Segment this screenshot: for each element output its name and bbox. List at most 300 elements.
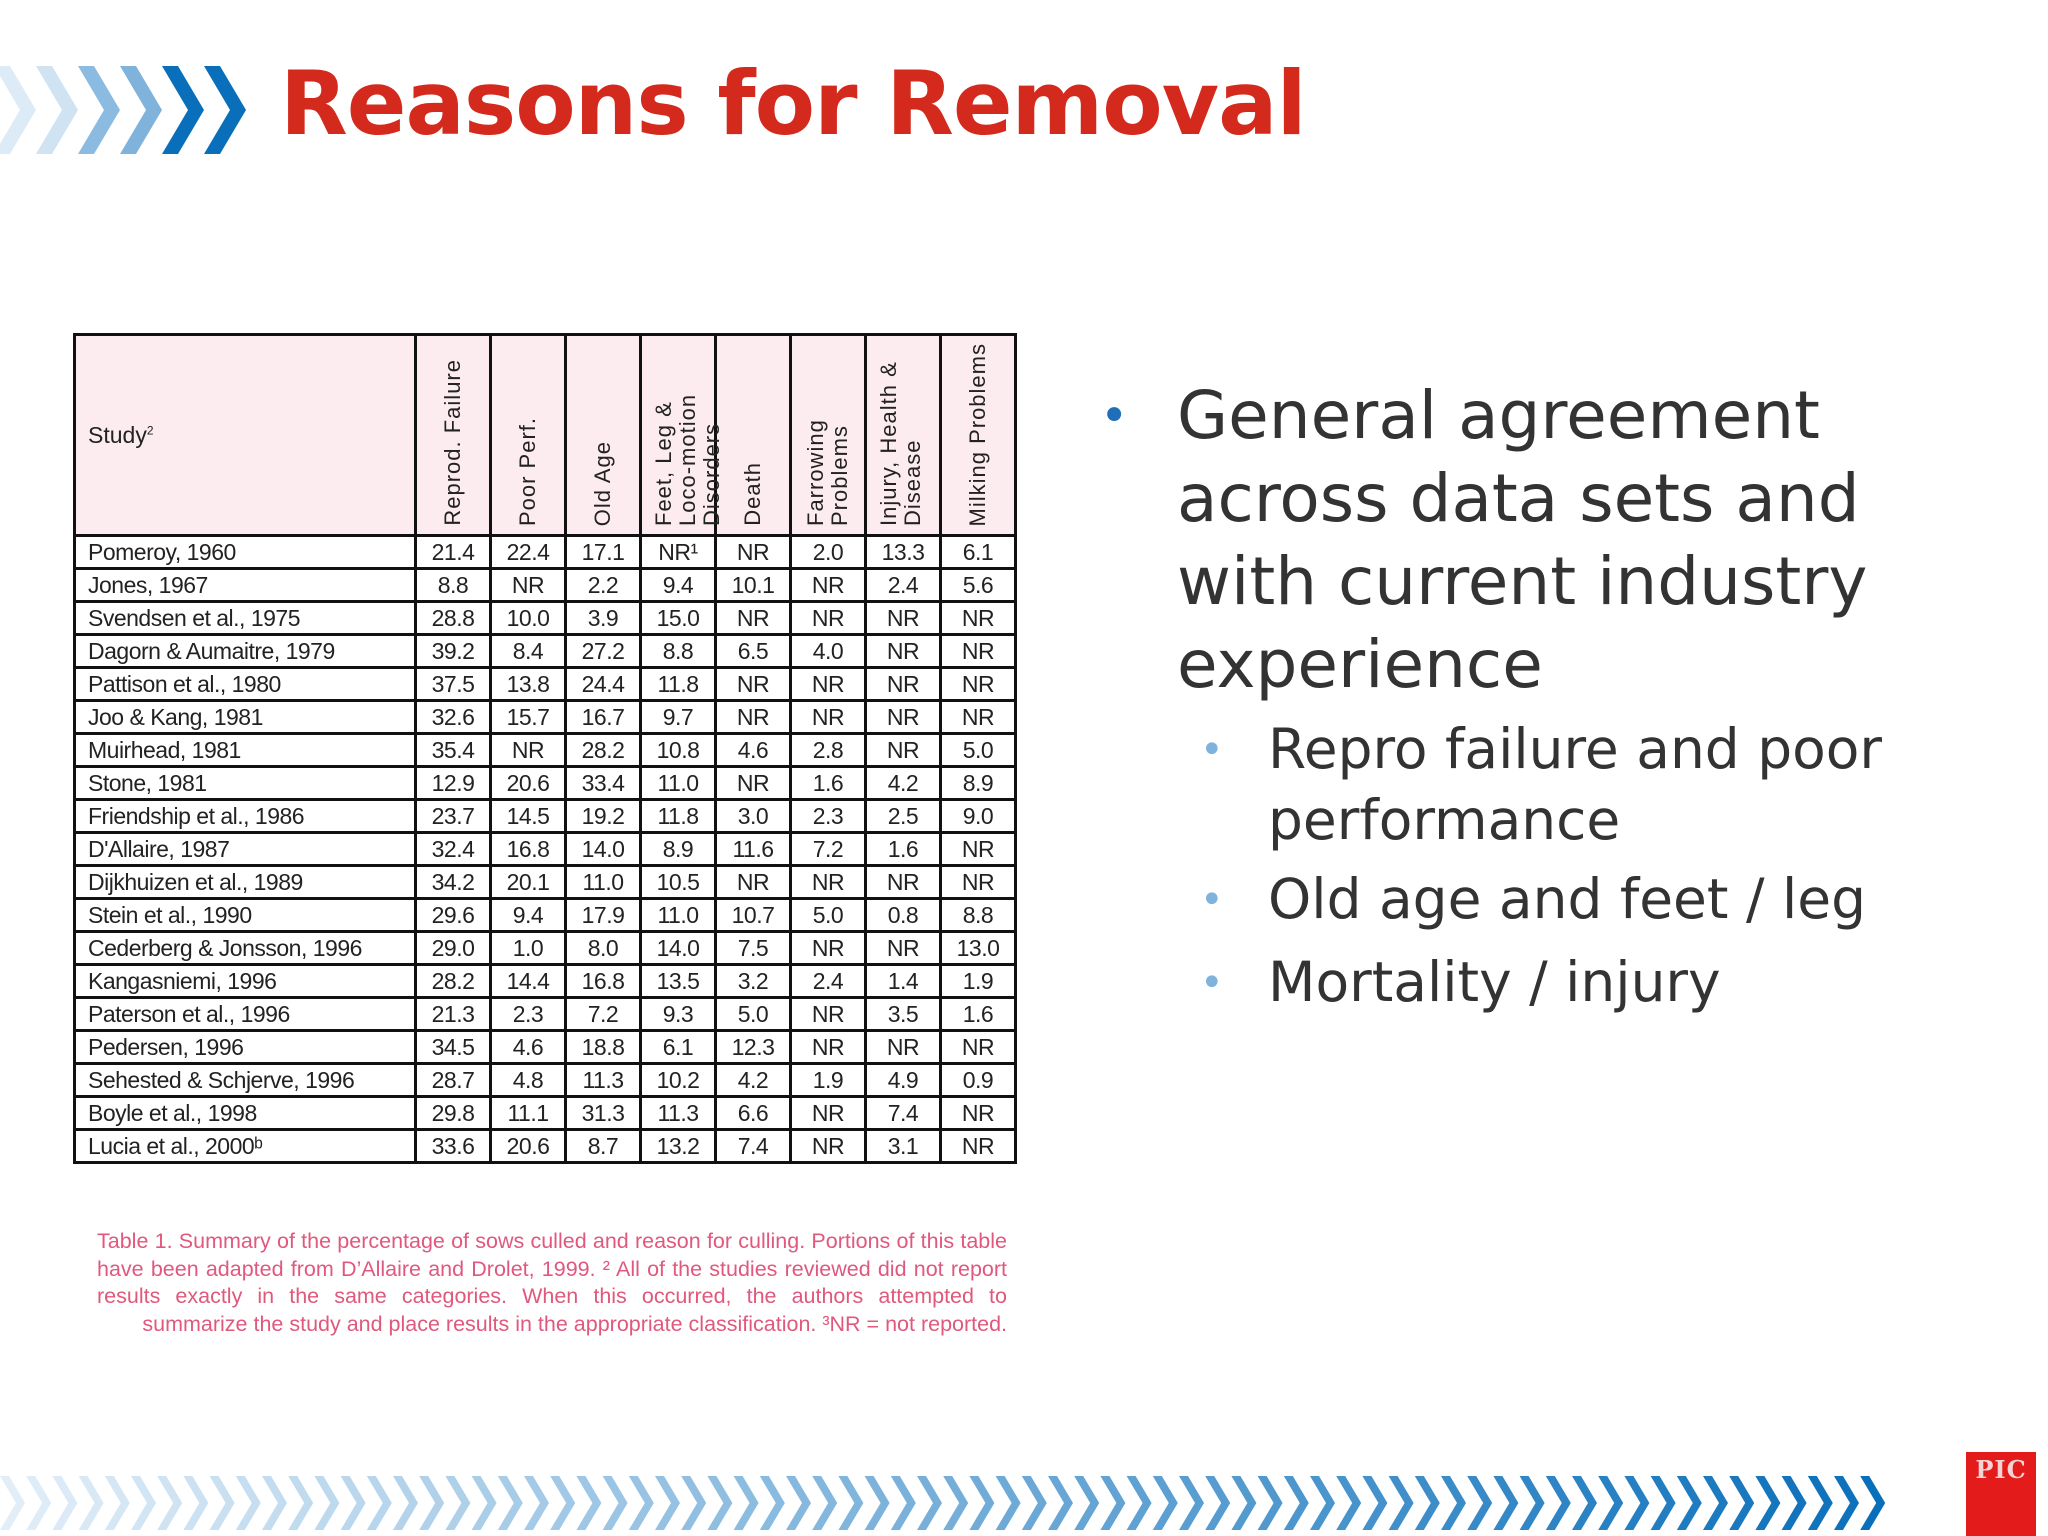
chevron-icon (1598, 1476, 1623, 1530)
value-cell: 10.0 (491, 602, 566, 635)
value-cell: 2.0 (791, 536, 866, 569)
value-cell: 2.8 (791, 734, 866, 767)
study-header (75, 335, 416, 536)
culling-table (73, 333, 1017, 1164)
value-cell: 39.2 (416, 635, 491, 668)
bullet-main: General agreement across data sets and with current industry experience (1177, 377, 1868, 703)
value-cell: NR (791, 668, 866, 701)
study-cell: Stein et al., 1990 (75, 899, 416, 932)
value-cell: 13.8 (491, 668, 566, 701)
column-header (941, 335, 1016, 536)
study-cell: Muirhead, 1981 (75, 734, 416, 767)
sub-bullet-icon: • (1200, 727, 1224, 773)
value-cell: NR (866, 866, 941, 899)
table-row (75, 965, 1016, 998)
value-cell: 12.9 (416, 767, 491, 800)
chevron-icon (120, 66, 162, 154)
value-cell: 37.5 (416, 668, 491, 701)
chevron-icon (52, 1476, 77, 1530)
value-cell: NR (941, 635, 1016, 668)
chevron-icon (26, 1476, 51, 1530)
chevron-icon (734, 1476, 759, 1530)
value-cell: NR (941, 1031, 1016, 1064)
chevron-icon (445, 1476, 470, 1530)
value-cell: NR (941, 866, 1016, 899)
chevron-icon (1834, 1476, 1859, 1530)
value-cell: NR (716, 866, 791, 899)
study-cell: Dijkhuizen et al., 1989 (75, 866, 416, 899)
chevron-icon (36, 66, 78, 154)
chevron-icon (1205, 1476, 1230, 1530)
chevron-icon (183, 1476, 208, 1530)
value-cell: 4.2 (716, 1064, 791, 1097)
chevron-icon (917, 1476, 942, 1530)
value-cell: 9.3 (641, 998, 716, 1031)
value-cell: 1.6 (866, 833, 941, 866)
column-header (416, 335, 491, 536)
chevron-icon (943, 1476, 968, 1530)
value-cell: 2.3 (491, 998, 566, 1031)
chevron-icon (1284, 1476, 1309, 1530)
chevron-icon (1729, 1476, 1754, 1530)
value-cell: NR (491, 569, 566, 602)
table-row (75, 569, 1016, 602)
table-row (75, 1097, 1016, 1130)
table-row (75, 833, 1016, 866)
chevron-icon (1258, 1476, 1283, 1530)
value-cell: 16.8 (566, 965, 641, 998)
value-cell: 14.0 (641, 932, 716, 965)
value-cell: 3.9 (566, 602, 641, 635)
value-cell: 14.0 (566, 833, 641, 866)
value-cell: 2.4 (866, 569, 941, 602)
value-cell: 6.1 (641, 1031, 716, 1064)
value-cell: NR (716, 668, 791, 701)
chevron-icon (1860, 1476, 1885, 1530)
table-row (75, 767, 1016, 800)
value-cell: 15.7 (491, 701, 566, 734)
value-cell: 5.0 (791, 899, 866, 932)
value-cell: NR (941, 668, 1016, 701)
study-cell: Svendsen et al., 1975 (75, 602, 416, 635)
chevron-icon (812, 1476, 837, 1530)
value-cell: 0.9 (941, 1064, 1016, 1097)
value-cell: NR (941, 833, 1016, 866)
value-cell: 8.0 (566, 932, 641, 965)
chevron-icon (1231, 1476, 1256, 1530)
value-cell: NR (866, 932, 941, 965)
chevron-icon (262, 1476, 287, 1530)
chevron-icon (1441, 1476, 1466, 1530)
chevron-icon (79, 1476, 104, 1530)
value-cell: 32.4 (416, 833, 491, 866)
sub-bullet-2: Old age and feet / leg (1268, 867, 1866, 931)
value-cell: NR (866, 701, 941, 734)
value-cell: 3.2 (716, 965, 791, 998)
study-cell: Kangasniemi, 1996 (75, 965, 416, 998)
value-cell: NR (866, 1031, 941, 1064)
sub-bullet-3: Mortality / injury (1268, 950, 1721, 1014)
value-cell: 9.4 (491, 899, 566, 932)
value-cell: 29.6 (416, 899, 491, 932)
value-cell: NR (791, 569, 866, 602)
value-cell: 10.2 (641, 1064, 716, 1097)
value-cell: 1.6 (791, 767, 866, 800)
chevron-icon (1677, 1476, 1702, 1530)
chevron-icon (1022, 1476, 1047, 1530)
table-caption: Table 1. Summary of the percentage of sows culled and reason for culling. Portions of this table have been adapted from D’Allaire and Drolet, 1999. ² All of the studies reviewed did not report results exactly in the same categories. When this occurred, the authors attempted to summarize the study and place results in the appropriate classification. ³NR = not reported. (97, 1229, 1007, 1336)
value-cell: 5.6 (941, 569, 1016, 602)
value-cell: 11.0 (566, 866, 641, 899)
value-cell: NR (716, 536, 791, 569)
page-title: Reasons for Removal (280, 52, 1306, 155)
value-cell: 2.5 (866, 800, 941, 833)
chevron-icon (1572, 1476, 1597, 1530)
table-row (75, 866, 1016, 899)
value-cell: 23.7 (416, 800, 491, 833)
column-header (716, 335, 791, 536)
value-cell: 21.4 (416, 536, 491, 569)
chevron-icon (1651, 1476, 1676, 1530)
chevron-icon (105, 1476, 130, 1530)
chevron-strip-icon (0, 1476, 1920, 1532)
value-cell: NR (941, 1130, 1016, 1163)
chevron-icon (1074, 1476, 1099, 1530)
value-cell: 11.8 (641, 800, 716, 833)
value-cell: 8.8 (641, 635, 716, 668)
value-cell: 8.8 (416, 569, 491, 602)
value-cell: 7.5 (716, 932, 791, 965)
value-cell: NR¹ (641, 536, 716, 569)
chevron-icon (162, 66, 204, 154)
study-cell: Cederberg & Jonsson, 1996 (75, 932, 416, 965)
value-cell: 28.2 (566, 734, 641, 767)
value-cell: 9.4 (641, 569, 716, 602)
chevron-icon (393, 1476, 418, 1530)
value-cell: 5.0 (716, 998, 791, 1031)
value-cell: 22.4 (491, 536, 566, 569)
chevron-icon (204, 66, 246, 154)
chevron-icon (524, 1476, 549, 1530)
table-row (75, 635, 1016, 668)
value-cell: 16.7 (566, 701, 641, 734)
value-cell: 3.0 (716, 800, 791, 833)
table-row (75, 1130, 1016, 1163)
value-cell: 32.6 (416, 701, 491, 734)
study-cell: Boyle et al., 1998 (75, 1097, 416, 1130)
value-cell: 1.9 (791, 1064, 866, 1097)
chevron-icon (1520, 1476, 1545, 1530)
value-cell: 4.6 (716, 734, 791, 767)
column-header (566, 335, 641, 536)
table-row (75, 899, 1016, 932)
value-cell: NR (791, 998, 866, 1031)
value-cell: NR (941, 1097, 1016, 1130)
value-cell: 11.3 (566, 1064, 641, 1097)
chevron-icon (1808, 1476, 1833, 1530)
pic-logo: PIC (1966, 1452, 2036, 1536)
value-cell: 19.2 (566, 800, 641, 833)
value-cell: NR (716, 602, 791, 635)
chevron-icon (576, 1476, 601, 1530)
value-cell: NR (866, 734, 941, 767)
value-cell: 7.4 (866, 1097, 941, 1130)
value-cell: 9.7 (641, 701, 716, 734)
chevron-icon (131, 1476, 156, 1530)
chevron-icon (314, 1476, 339, 1530)
chevron-icon (786, 1476, 811, 1530)
chevron-icon (236, 1476, 261, 1530)
column-header (491, 335, 566, 536)
value-cell: 34.2 (416, 866, 491, 899)
value-cell: 8.9 (641, 833, 716, 866)
value-cell: 11.0 (641, 899, 716, 932)
column-header (866, 335, 941, 536)
value-cell: NR (716, 701, 791, 734)
column-header (641, 335, 724, 536)
value-cell: 2.4 (791, 965, 866, 998)
value-cell: 13.3 (866, 536, 941, 569)
chevron-icon (1755, 1476, 1780, 1530)
value-cell: 6.5 (716, 635, 791, 668)
value-cell: NR (791, 1031, 866, 1064)
chevron-icon (681, 1476, 706, 1530)
chevron-icon (1782, 1476, 1807, 1530)
chevron-icon (707, 1476, 732, 1530)
value-cell: 4.2 (866, 767, 941, 800)
value-cell: NR (791, 932, 866, 965)
value-cell: 4.8 (491, 1064, 566, 1097)
value-cell: 29.8 (416, 1097, 491, 1130)
value-cell: 11.0 (641, 767, 716, 800)
study-cell: Jones, 1967 (75, 569, 416, 602)
table-row (75, 602, 1016, 635)
value-cell: 28.2 (416, 965, 491, 998)
column-header-label: Poor Perf. (515, 416, 540, 526)
value-cell: 3.1 (866, 1130, 941, 1163)
table-row (75, 701, 1016, 734)
sub-bullet-1: Repro failure and poor performance (1268, 717, 1883, 852)
chevron-icon (0, 66, 36, 154)
value-cell: 0.8 (866, 899, 941, 932)
value-cell: 11.6 (716, 833, 791, 866)
chevron-icon (1493, 1476, 1518, 1530)
study-cell: Pattison et al., 1980 (75, 668, 416, 701)
chevron-icon (0, 1476, 25, 1530)
value-cell: 15.0 (641, 602, 716, 635)
value-cell: 3.5 (866, 998, 941, 1031)
chevron-icon (1624, 1476, 1649, 1530)
value-cell: 13.0 (941, 932, 1016, 965)
value-cell: 33.4 (566, 767, 641, 800)
value-cell: 4.9 (866, 1064, 941, 1097)
chevron-icon (341, 1476, 366, 1530)
value-cell: 29.0 (416, 932, 491, 965)
value-cell: 1.6 (941, 998, 1016, 1031)
value-cell: NR (716, 767, 791, 800)
value-cell: 34.5 (416, 1031, 491, 1064)
table-row (75, 536, 1016, 569)
value-cell: 16.8 (491, 833, 566, 866)
study-cell: Pomeroy, 1960 (75, 536, 416, 569)
value-cell: 17.1 (566, 536, 641, 569)
value-cell: 1.4 (866, 965, 941, 998)
chevron-icon (367, 1476, 392, 1530)
value-cell: 24.4 (566, 668, 641, 701)
chevron-icon (472, 1476, 497, 1530)
value-cell: 9.0 (941, 800, 1016, 833)
chevron-icon (891, 1476, 916, 1530)
value-cell: 2.3 (791, 800, 866, 833)
chevron-icon (498, 1476, 523, 1530)
study-cell: Friendship et al., 1986 (75, 800, 416, 833)
value-cell: 1.0 (491, 932, 566, 965)
study-cell: D'Allaire, 1987 (75, 833, 416, 866)
value-cell: 14.5 (491, 800, 566, 833)
chevron-icon (1415, 1476, 1440, 1530)
value-cell: NR (866, 602, 941, 635)
chevron-icon (1153, 1476, 1178, 1530)
column-header-label: Old Age (590, 440, 615, 526)
value-cell: 18.8 (566, 1031, 641, 1064)
chevron-icon (1179, 1476, 1204, 1530)
value-cell: 12.3 (716, 1031, 791, 1064)
column-header-label: Reprod. Failure (440, 359, 465, 526)
chevron-icon (996, 1476, 1021, 1530)
value-cell: 13.2 (641, 1130, 716, 1163)
value-cell: 10.8 (641, 734, 716, 767)
value-cell: 31.3 (566, 1097, 641, 1130)
chevron-icon (603, 1476, 628, 1530)
chevron-icon (838, 1476, 863, 1530)
value-cell: 6.6 (716, 1097, 791, 1130)
table-row (75, 800, 1016, 833)
value-cell: 11.1 (491, 1097, 566, 1130)
chevron-icon (1127, 1476, 1152, 1530)
value-cell: 28.8 (416, 602, 491, 635)
value-cell: 11.3 (641, 1097, 716, 1130)
value-cell: 8.8 (941, 899, 1016, 932)
chevron-icon (1100, 1476, 1125, 1530)
study-cell: Stone, 1981 (75, 767, 416, 800)
column-header-label: Death (740, 462, 765, 526)
chevron-icon (1362, 1476, 1387, 1530)
chevron-icon (629, 1476, 654, 1530)
chevron-icon (760, 1476, 785, 1530)
study-cell: Paterson et al., 1996 (75, 998, 416, 1031)
table-row (75, 734, 1016, 767)
bullet-icon: • (1100, 388, 1129, 444)
value-cell: NR (941, 602, 1016, 635)
study-cell: Dagorn & Aumaitre, 1979 (75, 635, 416, 668)
chevron-icon (288, 1476, 313, 1530)
value-cell: 10.7 (716, 899, 791, 932)
column-header-label: Farrowing Problems (803, 419, 852, 526)
study-cell: Joo & Kang, 1981 (75, 701, 416, 734)
chevron-icon (210, 1476, 235, 1530)
value-cell: 27.2 (566, 635, 641, 668)
value-cell: NR (866, 668, 941, 701)
value-cell: 28.7 (416, 1064, 491, 1097)
column-header-label: Injury, Health & Disease (876, 361, 925, 526)
value-cell: 10.5 (641, 866, 716, 899)
value-cell: 11.8 (641, 668, 716, 701)
chevron-icon (1048, 1476, 1073, 1530)
value-cell: 1.9 (941, 965, 1016, 998)
chevron-icon (1703, 1476, 1728, 1530)
value-cell: NR (791, 1130, 866, 1163)
value-cell: NR (791, 866, 866, 899)
column-header (791, 335, 866, 536)
value-cell: 20.1 (491, 866, 566, 899)
chevron-icon (865, 1476, 890, 1530)
footnote-marker: 2 (146, 422, 154, 437)
value-cell: 4.6 (491, 1031, 566, 1064)
chevron-icon (1336, 1476, 1361, 1530)
value-cell: NR (791, 701, 866, 734)
value-cell: 2.2 (566, 569, 641, 602)
value-cell: 6.1 (941, 536, 1016, 569)
chevron-icon (1389, 1476, 1414, 1530)
value-cell: 21.3 (416, 998, 491, 1031)
value-cell: 7.2 (566, 998, 641, 1031)
value-cell: 14.4 (491, 965, 566, 998)
value-cell: 10.1 (716, 569, 791, 602)
value-cell: 33.6 (416, 1130, 491, 1163)
value-cell: NR (791, 1097, 866, 1130)
table-header-row (75, 335, 1016, 536)
column-header-label: Feet, Leg & Loco-motion Disorders (651, 393, 724, 526)
chevron-icon (1310, 1476, 1335, 1530)
table-row (75, 1031, 1016, 1064)
chevron-icon (655, 1476, 680, 1530)
value-cell: 7.4 (716, 1130, 791, 1163)
chevron-icon (419, 1476, 444, 1530)
column-header-label: Milking Problems (965, 342, 990, 526)
chevron-icon (1467, 1476, 1492, 1530)
table-row (75, 932, 1016, 965)
study-cell: Lucia et al., 2000ᵇ (75, 1130, 416, 1163)
chevron-icon (550, 1476, 575, 1530)
value-cell: 7.2 (791, 833, 866, 866)
value-cell: 8.7 (566, 1130, 641, 1163)
value-cell: 8.4 (491, 635, 566, 668)
value-cell: 20.6 (491, 1130, 566, 1163)
sub-bullet-icon: • (1200, 877, 1224, 923)
value-cell: 8.9 (941, 767, 1016, 800)
value-cell: 5.0 (941, 734, 1016, 767)
chevron-decoration-icon (0, 66, 260, 158)
value-cell: 20.6 (491, 767, 566, 800)
table-row (75, 1064, 1016, 1097)
value-cell: 13.5 (641, 965, 716, 998)
value-cell: 35.4 (416, 734, 491, 767)
sub-bullet-icon: • (1200, 960, 1224, 1006)
table-row (75, 998, 1016, 1031)
value-cell: NR (866, 635, 941, 668)
chevron-icon (1546, 1476, 1571, 1530)
value-cell: NR (491, 734, 566, 767)
chevron-icon (78, 66, 120, 154)
table-row (75, 668, 1016, 701)
chevron-icon (157, 1476, 182, 1530)
value-cell: 4.0 (791, 635, 866, 668)
value-cell: NR (791, 602, 866, 635)
value-cell: 17.9 (566, 899, 641, 932)
value-cell: NR (941, 701, 1016, 734)
study-header-label: Study (88, 421, 147, 448)
study-cell: Pedersen, 1996 (75, 1031, 416, 1064)
